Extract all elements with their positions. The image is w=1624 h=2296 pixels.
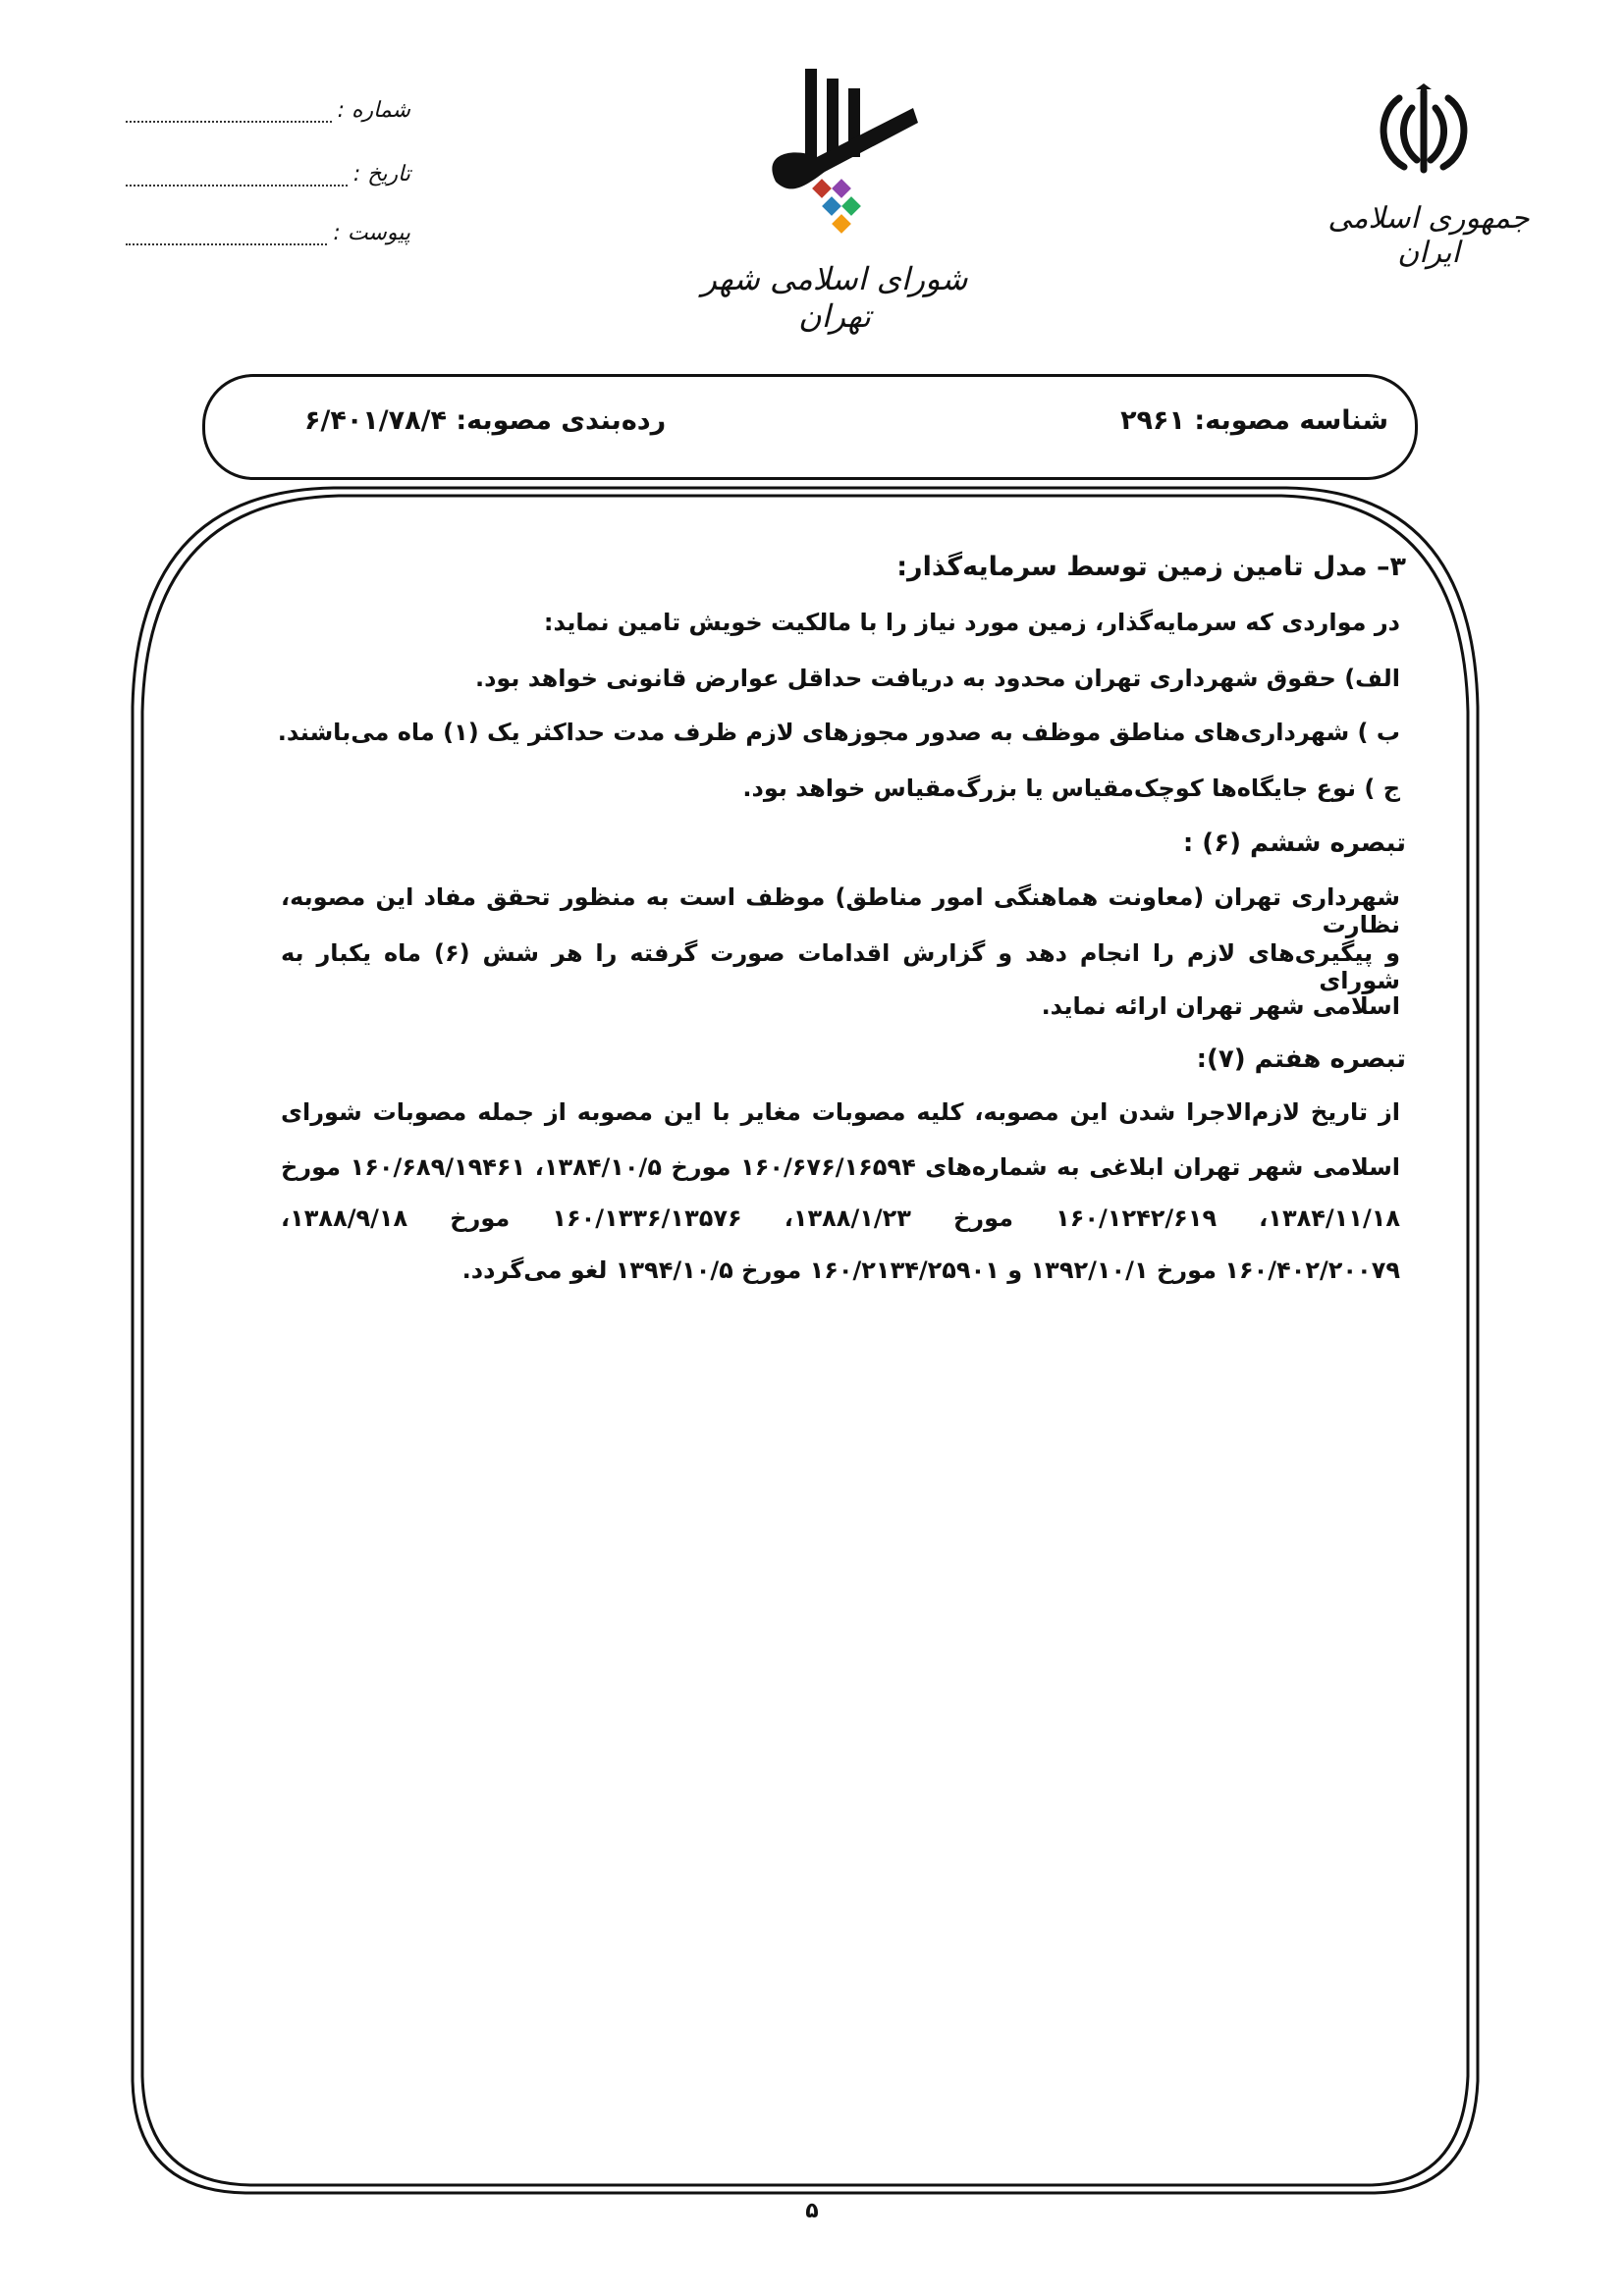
item-c	[742, 774, 1400, 802]
note7-line: ۱۶۰/۴۰۲/۲۰۰۷۹ مورخ ۱۳۹۲/۱۰/۱ و ۱۶۰/۲۱۳۴/۲۵۹۰۱ مورخ ۱۳۹۴/۱۰/۵ لغو می‌گردد.	[461, 1256, 1400, 1284]
item-c-marker: ج )	[1364, 774, 1400, 802]
item-c-text: نوع جایگاه‌ها کوچک‌مقیاس یا بزرگ‌مقیاس خواهد بود.	[742, 774, 1365, 802]
item-a-marker: الف)	[1344, 665, 1400, 692]
number-label: شماره :	[337, 98, 410, 123]
note7-line: از تاریخ لازم‌الاجرا شدن این مصوبه، کلیه مصوبات مغایر با این مصوبه از جمله مصوبات شورای	[281, 1098, 1400, 1126]
item-b-marker: ب )	[1357, 719, 1400, 746]
item-b-text: شهرداری‌های مناطق موظف به صدور مجوزهای لازم ظرف مدت حداکثر یک (۱) ماه می‌باشند.	[277, 719, 1358, 746]
item-a	[475, 665, 1400, 692]
resolution-id: شناسه مصوبه: ۲۹۶۱	[1120, 405, 1388, 436]
country-name: جمهوری اسلامی ایران	[1327, 201, 1530, 270]
page-number: ۵	[805, 2199, 819, 2223]
note6-line: و پیگیری‌های لازم را انجام دهد و گزارش اقدامات صورت گرفته را هر شش (۶) ماه یکبار به شورای	[281, 939, 1401, 994]
note7-line: اسلامی شهر تهران ابلاغی به شماره‌های ۱۶۰/۶۷۶/۱۶۵۹۴ مورخ ۱۳۸۴/۱۰/۵، ۱۶۰/۶۸۹/۱۹۴۶۱ مورخ	[281, 1153, 1401, 1181]
note7-line: ۱۳۸۴/۱۱/۱۸، ۱۶۰/۱۲۴۲/۶۱۹ مورخ ۱۳۸۸/۱/۲۳، ۱۶۰/۱۳۳۶/۱۳۵۷۶ مورخ ۱۳۸۸/۹/۱۸،	[281, 1204, 1401, 1232]
note6-line: اسلامی شهر تهران ارائه نماید.	[1041, 992, 1400, 1020]
item-a-text: حقوق شهرداری تهران محدود به دریافت حداقل عوارض قانونی خواهد بود.	[474, 665, 1345, 692]
note7-title: تبصره هفتم (۷):	[1196, 1044, 1406, 1074]
resolution-classification: رده‌بندی مصوبه: ۶/۴۰۱/۷۸/۴	[304, 405, 667, 436]
council-name: شورای اسلامی شهر تهران	[701, 260, 968, 335]
date-label: تاریخ :	[352, 162, 410, 187]
note6-line: شهرداری تهران (معاونت هماهنگی امور مناطق) موظف است به منظور تحقق مفاد این مصوبه، نظارت	[281, 883, 1400, 938]
note6-title: تبصره ششم (۶) :	[1182, 828, 1406, 858]
section3-intro: در مواردی که سرمایه‌گذار، زمین مورد نیاز را با مالکیت خویش تامین نماید:	[543, 609, 1400, 636]
section3-title: ۳– مدل تامین زمین توسط سرمایه‌گذار:	[896, 552, 1406, 582]
attachment-label: پیوست :	[333, 221, 410, 245]
item-b	[278, 719, 1400, 746]
